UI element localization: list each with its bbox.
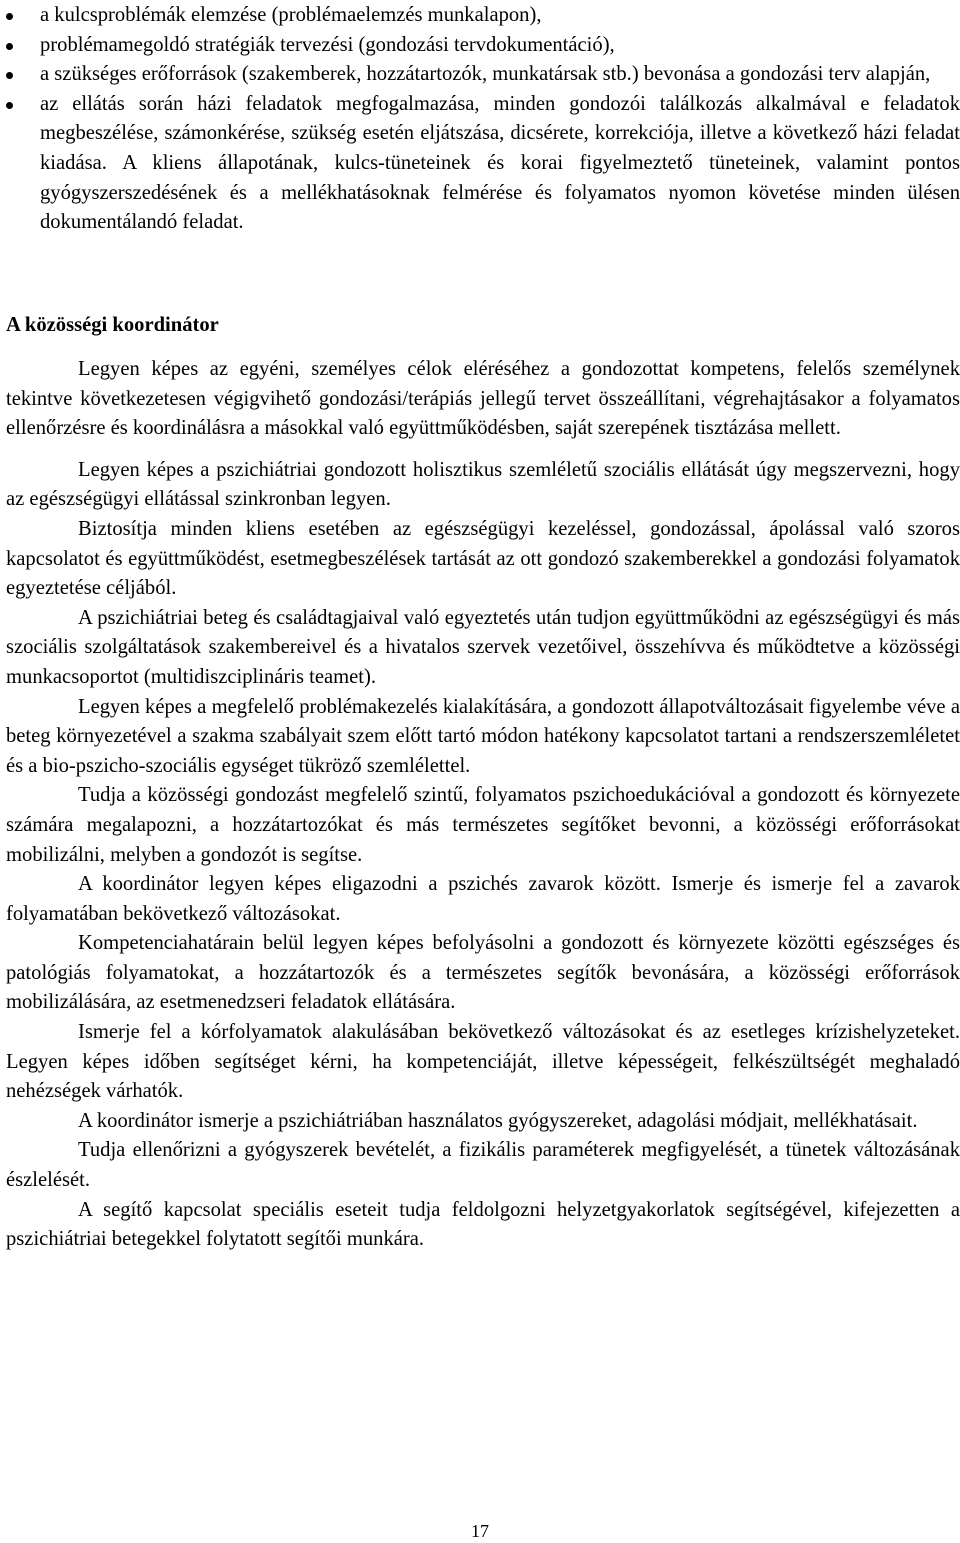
page-number: 17 <box>471 1521 489 1541</box>
bullet-item <box>6 60 960 90</box>
body-paragraphs <box>6 355 960 1255</box>
bullet-icon <box>6 102 13 109</box>
paragraph: Tudja ellenőrizni a gyógyszerek bevételét, a fizikális paraméterek megfigyelését, a tünetek változásának észlelését. <box>6 1139 960 1192</box>
bullet-icon <box>6 43 13 50</box>
paragraph: A segítő kapcsolat speciális eseteit tudja feldolgozni helyzetgyakorlatok segítségével, kifejezetten a pszichiátriai betegekkel folytatott segítői munkára. <box>6 1198 960 1251</box>
bullet-text: a szükséges erőforrások (szakemberek, hozzátartozók, munkatársak stb.) bevonása a gondozási terv alapján, <box>40 63 931 86</box>
bullet-item <box>6 31 960 61</box>
bullet-item <box>6 1 960 31</box>
paragraph: Legyen képes a pszichiátriai gondozott holisztikus szemléletű szociális ellátását úgy megszervezni, hogy az egészségügyi ellátással szinkronban legyen. <box>6 458 960 511</box>
paragraph: Biztosítja minden kliens esetében az egészségügyi kezeléssel, gondozással, ápolással való szoros kapcsolatot és együttműködést, esetmegbeszélések tartását az ott gondozó szakemberekkel a gondozási folyamatok egyeztetése céljából. <box>6 517 960 600</box>
paragraph: A koordinátor legyen képes eligazodni a pszichés zavarok között. Ismerje és ismerje fel a zavarok folyamatában bekövetkező változásokat. <box>6 873 960 925</box>
bullet-text: az ellátás során házi feladatok megfogalmazása, minden gondozói találkozás alkalmával e feladatok megbeszélése, számonkérése, szükség esetén eljátszása, dicsérete, korrekciója, illetve a következő házi feladat kiadása. A kliens állapotának, kulcs-tüneteinek és korai figyelmeztető tüneteinek, valamint pontos gyógyszerszedésének és a mellékhatásoknak felmérése és folyamatos nyomon követése minden ülésen dokumentálandó feladat. <box>40 92 960 234</box>
bullet-item <box>6 90 960 238</box>
section-title: A közösségi koordinátor <box>6 314 219 336</box>
paragraph: Tudja a közösségi gondozást megfelelő szintű, folyamatos pszichoedukációval a gondozott és környezete számára megalapozni, a hozzátartozókat és más természetes segítőket bevonni, a közösségi erőforrásokat mobilizálni, melyben a gondozót is segítse. <box>6 784 960 866</box>
bullet-text: problémamegoldó stratégiák tervezési (gondozási tervdokumentáció), <box>40 33 615 56</box>
paragraph: A pszichiátriai beteg és családtagjaival való egyeztetés után tudjon együttműködni az egészségügyi és más szociális szolgáltatások szakembereivel és a hivatalos szervek vezetőivel, összehívva és működtetve a közösségi munkacsoportot (multidiszciplináris teamet). <box>6 606 960 688</box>
bullet-text: a kulcsproblémák elemzése (problémaelemzés munkalapon), <box>40 4 542 26</box>
bullet-icon <box>6 72 13 79</box>
bullet-icon <box>6 13 13 20</box>
paragraph: A koordinátor ismerje a pszichiátriában használatos gyógyszereket, adagolási módjait, mellékhatásait. <box>78 1109 918 1132</box>
bullet-list <box>6 1 960 238</box>
paragraph: Kompetenciahatárain belül legyen képes befolyásolni a gondozott és környezete közötti egészséges és patológiás folyamatokat, a hozzátartozók és a természetes segítők bevonására, a közösségi erőforrások mobilizálására, az esetmenedzseri feladatok ellátására. <box>6 932 960 1014</box>
paragraph: Ismerje fel a kórfolyamatok alakulásában bekövetkező változásokat és az esetleges krízishelyzeteket. Legyen képes időben segítséget kérni, ha kompetenciáját, illetve képességeit, felkészültségét meghaladó nehézségek várhatók. <box>6 1021 960 1103</box>
paragraph: Legyen képes a megfelelő problémakezelés kialakítására, a gondozott állapotváltozásait figyelembe véve a beteg környezetével a szakma szabályait szem előtt tartó módon hatékony kapcsolatot tartani a rendszerszemléletet és a bio-pszicho-szociális egységet tükröző szemlélettel. <box>6 695 960 777</box>
paragraph: Legyen képes az egyéni, személyes célok eléréséhez a gondozottat kompetens, felelős személynek tekintve következetesen végigvihető gondozási/terápiás jellegű tervet összeállítani, végrehajtásakor a folyamatos ellenőrzésre és koordinálásra a másokkal való együttműködésben, saját szerepének tisztázása mellett. <box>6 358 960 440</box>
